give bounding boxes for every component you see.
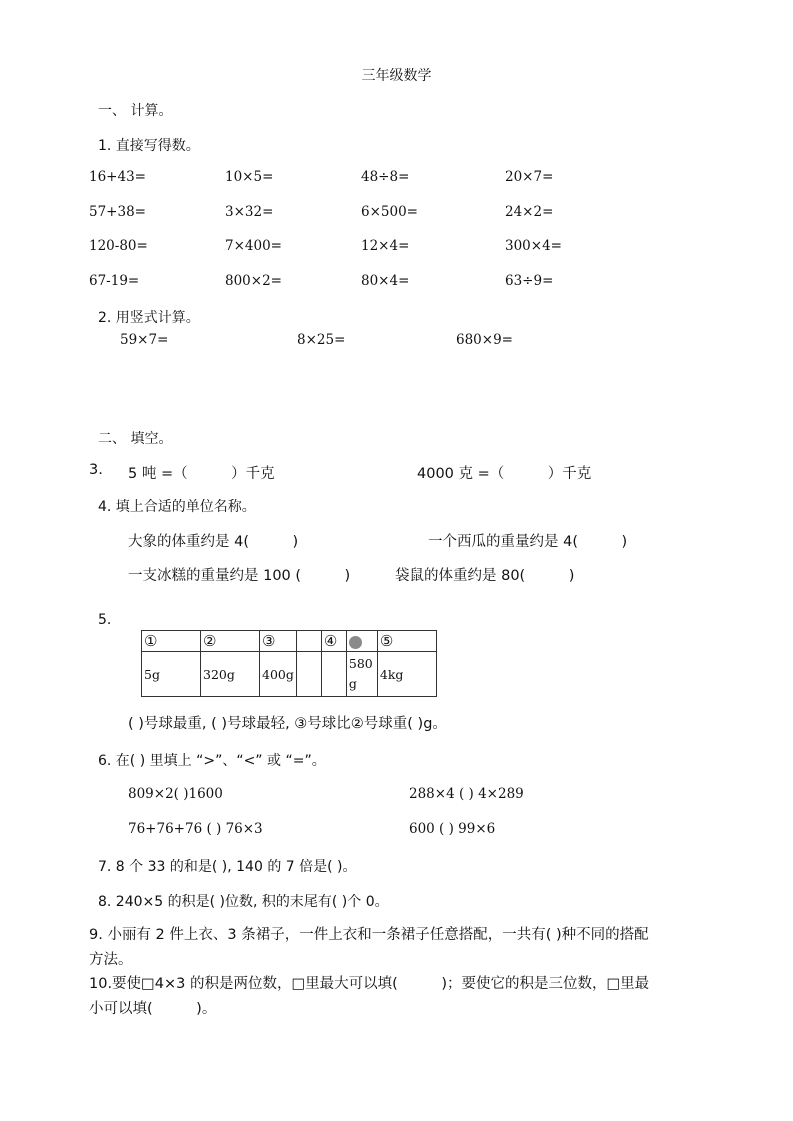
calc-item: 3×32=	[225, 204, 274, 220]
vertical-calc-item: 680×9=	[456, 332, 513, 348]
question-4-item: 大象的体重约是 4( )	[128, 534, 299, 550]
question-10-line-1: 10.要使□4×3 的积是两位数，□里最大可以填( )；要使它的积是三位数，□里最	[89, 976, 650, 992]
section-2-heading: 二、 填空。	[98, 431, 173, 447]
calc-item: 67-19=	[89, 273, 140, 289]
ball-number-cell: ②	[201, 631, 260, 652]
ball-number-cell: ④	[321, 631, 346, 652]
question-6-label: 6. 在( ) 里填上 “>”、“<” 或 “=”。	[98, 753, 326, 769]
page-title: 三年级数学	[361, 68, 432, 84]
calc-item: 7×400=	[225, 238, 282, 254]
ball-number-cell: ①	[142, 631, 201, 652]
ball-weight-cell: 580g	[346, 652, 377, 697]
vertical-calc-item: 59×7=	[120, 332, 169, 348]
calc-item: 63÷9=	[505, 273, 554, 289]
calc-item: 16+43=	[89, 169, 146, 185]
question-9-line-2: 方法。	[89, 952, 133, 968]
compare-item: 288×4 ( ) 4×289	[409, 786, 524, 802]
question-2-label: 2. 用竖式计算。	[98, 310, 200, 326]
ball-number-cell	[346, 631, 377, 652]
question-4-label: 4. 填上合适的单位名称。	[98, 499, 256, 515]
calc-item: 24×2=	[505, 204, 554, 220]
question-4-item: 袋鼠的体重约是 80( )	[395, 568, 575, 584]
calc-item: 120-80=	[89, 238, 148, 254]
table-header-row	[142, 631, 437, 652]
ball-number-cell: ⑤	[377, 631, 436, 652]
ball-weight-cell: 400g	[260, 652, 297, 697]
ball-weight-table	[141, 630, 437, 697]
calc-item: 20×7=	[505, 169, 554, 185]
question-10-line-2: 小可以填( )。	[89, 1001, 217, 1017]
compare-item: 600 ( ) 99×6	[409, 821, 496, 837]
vertical-calc-item: 8×25=	[297, 332, 346, 348]
section-1-heading: 一、 计算。	[98, 103, 173, 119]
question-3-part-a: 5 吨 =（ ）千克	[128, 466, 275, 482]
table-value-row	[142, 652, 437, 697]
question-4-item: 一支冰糕的重量约是 100 ( )	[128, 568, 351, 584]
question-4-item: 一个西瓜的重量约是 4( )	[428, 534, 628, 550]
calc-item: 300×4=	[505, 238, 562, 254]
question-8: 8. 240×5 的积是( )位数, 积的末尾有( )个 0。	[98, 894, 389, 910]
shaded-ball-icon	[349, 636, 362, 649]
question-1-label: 1. 直接写得数。	[98, 138, 200, 154]
ball-number-cell	[296, 631, 321, 652]
question-5-label: 5.	[98, 612, 112, 628]
calc-item: 6×500=	[361, 204, 418, 220]
calc-item: 48÷8=	[361, 169, 410, 185]
question-3-number: 3.	[89, 462, 103, 478]
ball-number-cell: ③	[260, 631, 297, 652]
calc-item: 800×2=	[225, 273, 282, 289]
calc-item: 10×5=	[225, 169, 274, 185]
calc-item: 80×4=	[361, 273, 410, 289]
compare-item: 809×2( )1600	[128, 786, 223, 802]
ball-weight-cell	[321, 652, 346, 697]
ball-weight-cell: 4kg	[377, 652, 436, 697]
compare-item: 76+76+76 ( ) 76×3	[128, 821, 263, 837]
question-9-line-1: 9. 小丽有 2 件上衣、3 条裙子，一件上衣和一条裙子任意搭配，一共有( )种不同的搭配	[89, 927, 649, 943]
ball-weight-cell: 5g	[142, 652, 201, 697]
question-7: 7. 8 个 33 的和是( ), 140 的 7 倍是( )。	[98, 859, 357, 875]
calc-item: 12×4=	[361, 238, 410, 254]
ball-weight-cell: 320g	[201, 652, 260, 697]
ball-weight-cell	[296, 652, 321, 697]
calc-item: 57+38=	[89, 204, 146, 220]
question-5-text: ( )号球最重, ( )号球最轻, ③号球比②号球重( )g。	[128, 716, 447, 732]
question-3-part-b: 4000 克 =（ ）千克	[417, 466, 592, 482]
